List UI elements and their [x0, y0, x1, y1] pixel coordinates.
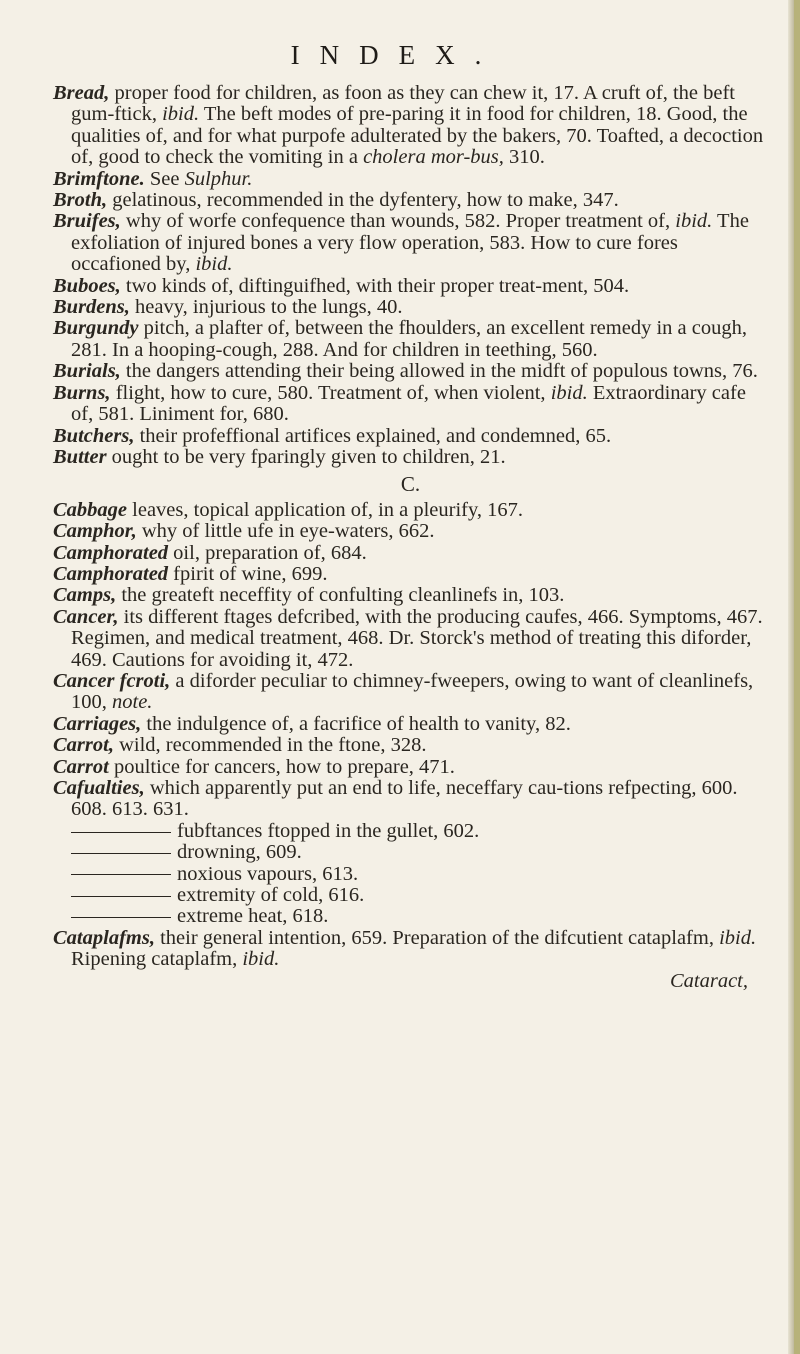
entry-ital: ibid.	[675, 210, 713, 233]
entry-text: their general intention, 659. Preparation of the difcutient cataplafm,	[154, 926, 720, 949]
index-entry	[53, 190, 768, 211]
index-entry	[53, 211, 768, 275]
entry-term: Camphorated	[53, 562, 169, 585]
ditto-dash	[71, 832, 171, 833]
entry-ital: Sulphur.	[184, 167, 253, 190]
sub-entry-text: extremity of cold, 616.	[177, 884, 365, 907]
entry-ital: ibid.	[195, 253, 233, 276]
index-entry	[53, 757, 768, 778]
entry-ital: ibid.	[719, 926, 757, 949]
index-entry	[53, 928, 768, 971]
ditto-dash	[71, 917, 171, 918]
entry-text: flight, how to cure, 580. Treatment of, when violent,	[110, 381, 551, 404]
ditto-dash	[71, 853, 171, 854]
sub-entry	[53, 885, 768, 906]
entry-text: 310.	[503, 146, 545, 169]
entry-text: The exfoliation of injured bones a very flow operation, 583. How to cure fores occafioned by,	[71, 210, 749, 276]
entry-ital: ibid.	[550, 381, 588, 404]
index-entry	[53, 585, 768, 606]
entry-text: the greateft neceffity of confulting cleanlinefs in, 103.	[116, 584, 565, 607]
entry-text: oil, preparation of, 684.	[168, 541, 367, 564]
index-entry	[53, 169, 768, 190]
entry-text: the indulgence of, a facrifice of health to vanity, 82.	[141, 712, 571, 735]
entry-text: The beft modes of pre-paring it in food for children, 18. Good, the qualities of, and for what purpofe adulterated by the bakers, 70. Toafted, a decoction of, good to check the vomiting in a	[71, 103, 764, 169]
sub-entries	[53, 821, 768, 928]
entry-term: Buboes,	[53, 274, 121, 297]
entry-term: Butter	[53, 445, 107, 468]
index-entry	[53, 671, 768, 714]
entry-text: leaves, topical application of, in a pleurify, 167.	[127, 498, 524, 521]
entry-term: Cataplafms,	[53, 926, 155, 949]
entry-ital: ibid.	[242, 948, 280, 971]
entry-term: Camphorated	[53, 541, 169, 564]
sub-entry	[53, 864, 768, 885]
entry-ital: ibid.	[162, 103, 200, 126]
entry-term: Camps,	[53, 584, 117, 607]
index-entry	[53, 543, 768, 564]
entry-text: two kinds of, diftinguifhed, with their proper treat-ment, 504.	[120, 274, 630, 297]
entry-text: wild, recommended in the ftone, 328.	[113, 734, 427, 757]
entry-term: Camphor,	[53, 520, 137, 543]
entry-text: the dangers attending their being allowed in the midft of populous towns, 76.	[120, 360, 758, 383]
entry-term: Broth,	[53, 189, 108, 212]
entry-term: Butchers,	[53, 424, 135, 447]
entry-term: Bruifes,	[53, 210, 121, 233]
index-content	[53, 83, 768, 992]
entry-text: proper food for children, as foon as they can chew it, 17. A cruft of, the beft gum-ftick,	[71, 82, 735, 126]
entry-text: its different ftages defcribed, with the producing caufes, 466. Symptoms, 467. Regimen, and medical treatment, 468. Dr. Storck's method of treating this diforder, 469. Cautions for avoiding it, 472.	[71, 605, 763, 671]
entry-term: Burials,	[53, 360, 121, 383]
entry-term: Burdens,	[53, 296, 130, 319]
entry-text: fpirit of wine, 699.	[168, 562, 328, 585]
entry-term: Carrot	[53, 755, 109, 778]
entry-term: Cancer,	[53, 605, 119, 628]
index-entry	[53, 361, 768, 382]
index-entry	[53, 276, 768, 297]
sub-entry-text: drowning, 609.	[177, 841, 302, 864]
entry-text: gelatinous, recommended in the dyfentery, how to make, 347.	[107, 189, 619, 212]
entry-term: Brimftone.	[53, 167, 145, 190]
sub-entry-text: fubftances ftopped in the gullet, 602.	[177, 819, 480, 842]
index-entry	[53, 297, 768, 318]
sub-entry-text: extreme heat, 618.	[177, 905, 329, 928]
entry-text: heavy, injurious to the lungs, 40.	[129, 296, 403, 319]
sub-entry	[53, 842, 768, 863]
index-entry	[53, 383, 768, 426]
entry-ital: cholera mor-bus,	[363, 146, 504, 169]
entry-text: why of little ufe in eye-waters, 662.	[136, 520, 435, 543]
index-entry	[53, 564, 768, 585]
index-entry	[53, 735, 768, 756]
entry-text: Extraordinary cafe of, 581. Liniment for, 680.	[71, 381, 746, 426]
entries-c	[53, 500, 768, 821]
entry-term: Carrot,	[53, 734, 114, 757]
sub-entry	[53, 821, 768, 842]
entry-text: See	[144, 167, 185, 190]
index-entry	[53, 318, 768, 361]
entry-term: Cabbage	[53, 498, 128, 521]
entry-text: pitch, a plafter of, between the fhoulders, an excellent remedy in a cough, 281. In a hooping-cough, 288. And for children in teething, 560.	[71, 317, 747, 361]
index-entry	[53, 714, 768, 735]
index-entry	[53, 778, 768, 821]
entry-text: which apparently put an end to life, neceffary cau-tions refpecting, 600. 608. 613. 631.	[71, 777, 738, 821]
entry-text: ought to be very fparingly given to children, 21.	[106, 445, 506, 468]
index-entry	[53, 426, 768, 447]
entry-term: Burgundy	[53, 317, 139, 340]
ditto-dash	[71, 896, 171, 897]
entry-term: Bread,	[53, 82, 110, 104]
index-entry	[53, 83, 768, 169]
index-entry	[53, 607, 768, 671]
sub-entry	[53, 906, 768, 927]
ditto-dash	[71, 874, 171, 875]
index-entry	[53, 521, 768, 542]
entry-text: Ripening cataplafm,	[71, 948, 243, 971]
entry-term: Cancer fcroti,	[53, 669, 171, 692]
index-entry	[53, 500, 768, 521]
entry-term: Burns,	[53, 381, 111, 404]
page-title: INDEX.	[290, 40, 502, 70]
entry-text: their profeffional artifices explained, and condemned, 65.	[134, 424, 612, 447]
sub-entry-text: noxious vapours, 613.	[177, 862, 359, 885]
entry-text: why of worfe confequence than wounds, 582. Proper treatment of,	[120, 210, 676, 233]
entry-text: poultice for cancers, how to prepare, 471.	[108, 755, 455, 778]
index-entry	[53, 447, 768, 468]
catchword: Cataract,	[669, 969, 748, 992]
book-binding-strip	[794, 0, 800, 1354]
entry-text: a diforder peculiar to chimney-fweepers, owing to want of cleanlinefs, 100,	[71, 669, 754, 714]
entry-term: Cafualties,	[53, 777, 145, 799]
section-letter-c: C.	[400, 472, 421, 497]
entry-ital: note.	[112, 691, 153, 714]
entry-term: Carriages,	[53, 712, 142, 735]
entries-b	[53, 83, 768, 468]
